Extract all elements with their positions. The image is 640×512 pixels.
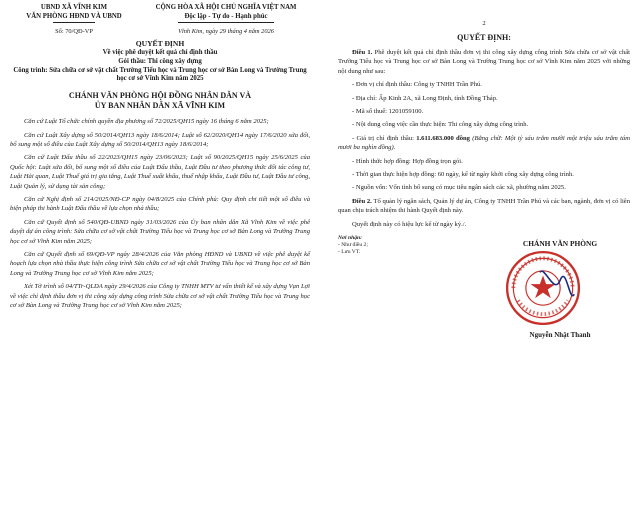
article-item: - Hình thức hợp đồng: Hợp đồng trọn gói. (352, 157, 463, 165)
basis-paragraph: Căn cứ Luật Tổ chức chính quyền địa phương số 72/2025/QH15 ngày 16 tháng 6 năm 2025; (24, 118, 269, 126)
agency-name: UBND XÃ VĨNH KIM (40, 4, 108, 11)
agency-underline (53, 22, 95, 23)
article-item: - Địa chỉ: Ấp Kinh 2A, xã Long Định, tỉnh Đồng Tháp. (352, 94, 498, 102)
price-in-words: (Bằng chữ: Một tỷ sáu trăm mười một triệu sáu trăm tám mươi ba nghìn đồng). (338, 134, 630, 152)
office-name: VĂN PHÒNG HĐND VÀ UBND (26, 12, 122, 20)
signer-name: Nguyễn Nhật Thanh (529, 331, 591, 340)
basis-paragraph: Căn cứ Quyết định số 69/QĐ-VP ngày 28/4/2026 của Văn phòng HĐND và UBND về việc phê duyệt kế hoạch lựa chọn nhà thầu thực hiện công trình Sửa chữa cơ sở vật chất Trường Tiểu học và Trung học cơ sở Bàn Long và Trường Trung học cơ sở Vĩnh Kim năm 2025; (10, 251, 310, 277)
decision-subject: Về việc phê duyệt kết quả chỉ định thầu (102, 48, 218, 56)
price-prefix: - Giá trị chỉ định thầu: (352, 134, 417, 142)
decision-articles (338, 48, 630, 229)
basis-paragraph: Xét Tờ trình số 04/TTr-QLDA ngày 29/4/2026 của Công ty TNHH MTV tư vấn thiết kế và xây dựng Vạn Lợi về việc chỉ định thầu đơn vị thi công xây dựng công trình Sửa chữa cơ sở vật chất Trường Tiểu học và Trung học cơ sở Bàn Long và Trường Trung học cơ sở Vĩnh Kim năm 2025; (10, 283, 310, 310)
article-item: - Đơn vị chỉ định thầu: Công ty TNHH Trần Phú. (352, 81, 482, 89)
national-motto: Độc lập - Tự do - Hạnh phúc (184, 12, 268, 20)
issuing-agency-block (10, 4, 138, 23)
decision-title: QUYẾT ĐỊNH (135, 39, 185, 49)
article-item: - Nguồn vốn: Vốn tỉnh bổ sung có mục tiêu ngân sách các xã, phường năm 2025. (352, 184, 566, 192)
document-meta (10, 28, 310, 35)
article-item: - Nội dung công việc cần thực hiện: Thi công xây dựng công trình. (352, 121, 529, 129)
bid-package: Gói thầu: Thi công xây dựng (118, 57, 202, 65)
basis-paragraph: Căn cứ Quyết định số 540/QĐ-UBND ngày 31/03/2026 của Ủy ban nhân dân Xã Vĩnh Kim về việc phê duyệt dự án công trình: Sửa chữa cơ sở vật chất Trường Tiểu học và Trung học cơ sở Bàn Long và Trường Trung học cơ sở Vĩnh Kim năm 2025; (10, 218, 310, 245)
document-page-2 (324, 0, 640, 512)
basis-paragraph: Căn cứ Nghị định số 214/2025/NĐ-CP ngày 04/8/2025 của Chính phủ: Quy định chi tiết một số điều và biện pháp thi hành Luật Đấu thầu về lựa chọn nhà thầu; (10, 196, 310, 213)
effectiveness-clause: Quyết định này có hiệu lực kể từ ngày ký./. (352, 220, 467, 228)
article-2-text: Tổ quản lý ngân sách, Quản lý dự án, Công ty TNHH Trần Phú và các ban, ngành, đơn vị có liên quan chịu trách nhiệm thi hành Quyết định này. (338, 197, 631, 215)
document-page-1 (0, 0, 318, 512)
article-item: - Mã số thuế: 1201059100. (352, 108, 424, 116)
article-item: - Thời gian thực hiện hợp đồng: 60 ngày, kể từ ngày khởi công xây dựng công trình. (352, 171, 574, 179)
issuing-authority (10, 91, 310, 111)
official-seal-icon (504, 249, 582, 327)
article-2 (338, 197, 630, 216)
article-1 (338, 48, 630, 76)
authority-line-1: CHÁNH VĂN PHÒNG HỘI ĐỒNG NHÂN DÂN VÀ (68, 91, 252, 101)
recipient-item: - Như điều 2; (338, 242, 368, 249)
letterhead (10, 4, 310, 23)
place-and-date: Vĩnh Kim, ngày 29 tháng 4 năm 2026 (178, 28, 274, 36)
decides-heading: QUYẾT ĐỊNH: (457, 33, 511, 42)
legal-basis (10, 117, 310, 310)
article-1-label: Điều 1. (352, 49, 373, 56)
recipients-heading: Nơi nhận: (338, 235, 362, 242)
article-item-price (338, 134, 630, 153)
page-number: 2 (482, 20, 486, 27)
article-2-label: Điều 2. (352, 197, 372, 205)
signature-area (338, 235, 630, 345)
signer-title: CHÁNH VĂN PHÒNG (522, 239, 598, 249)
authority-line-2: ỦY BAN NHÂN DÂN XÃ VĨNH KIM (94, 101, 226, 111)
national-title-block (142, 4, 310, 23)
basis-paragraph: Căn cứ Luật Đấu thầu số 22/2023/QH15 ngày 23/06/2023; Luật số 90/2025/QH15 ngày 25/6/2025 của Quốc hội: Luật sửa đổi, bổ sung một số điều của Luật Đấu thầu, Luật Đầu tư theo phương thức đối tác công tư, Luật Hải quan, Luật Thuế giá trị gia tăng, Luật Thuế xuất khẩu, thuế nhập khẩu, Luật Đầu tư, Luật Đầu tư công, Luật Quản lý, sử dụng tài sản công; (10, 154, 310, 190)
motto-underline (178, 22, 274, 23)
decision-heading (10, 40, 310, 84)
basis-paragraph: Căn cứ Luật Xây dựng số 50/2014/QH13 ngày 18/6/2014; Luật số 62/2020/QH14 ngày 17/6/2020 sửa đổi, bổ sung một số điều của Luật Xây dựng số 50/2014/QH13 ngày 18/6/2014; (10, 131, 310, 148)
project-name: Công trình: Sửa chữa cơ sở vật chất Trường Tiểu học và Trung học cơ sở Bàn Long và Trường Trung học cơ sở Vĩnh Kim năm 2025 (13, 66, 307, 83)
price-value: 1.611.683.000 đồng (416, 134, 470, 142)
document-number: Số: 70/QĐ-VP (55, 28, 93, 36)
recipients-list (338, 235, 368, 256)
article-1-text: Phê duyệt kết quả chỉ định thầu đơn vị thi công xây dựng công trình Sửa chữa cơ sở vật chất Trường Tiểu học và Trung học cơ sở Bàn Long và Trường Trung học cơ sở Vĩnh Kim năm 2025 với những nội dung như sau: (338, 49, 630, 75)
recipient-item: - Lưu VT. (338, 249, 361, 256)
country-name: CỘNG HÒA XÃ HỘI CHỦ NGHĨA VIỆT NAM (155, 4, 297, 11)
